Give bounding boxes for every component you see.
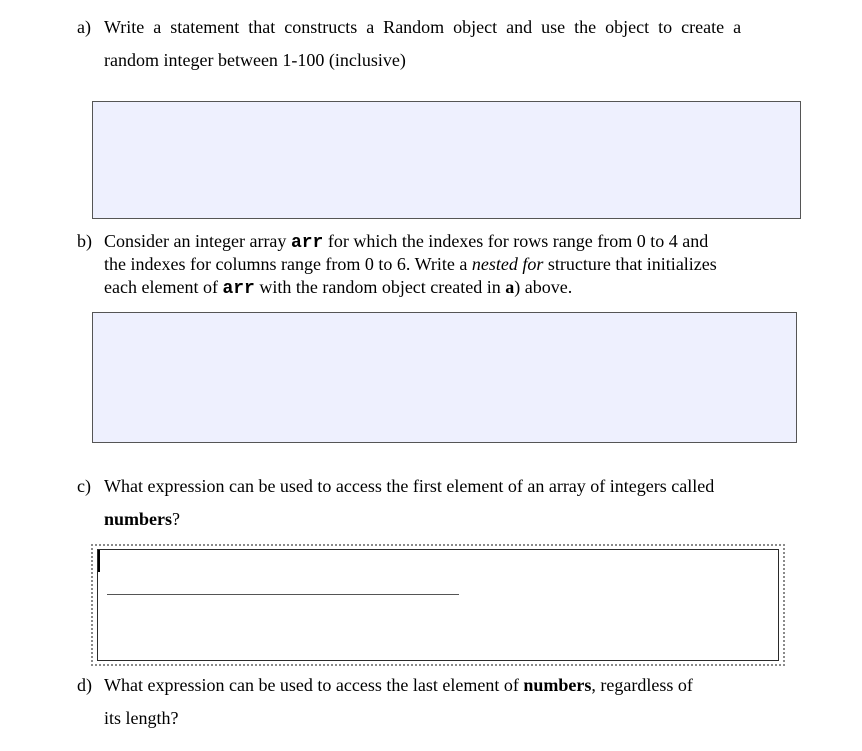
text-cursor (98, 550, 100, 572)
question-a-line2: random integer between 1-100 (inclusive) (104, 50, 406, 70)
question-b-line2-post: structure that initializes (543, 254, 717, 274)
answer-box-c[interactable] (97, 549, 779, 661)
answer-line-c[interactable] (107, 594, 459, 595)
answer-box-b[interactable] (92, 312, 797, 443)
question-b-line1 (104, 230, 708, 255)
question-b-line2 (104, 253, 717, 276)
question-b-label: b) (77, 231, 92, 251)
question-a-label: a) (77, 17, 91, 37)
question-b-line1-post: for which the indexes for rows range from 0 to 4 and (323, 231, 709, 251)
question-c-line2 (104, 508, 180, 531)
code-arr-2: arr (222, 279, 255, 299)
question-b-line3 (104, 276, 572, 301)
question-b-line3-pre: each element of (104, 277, 223, 297)
question-d-line1 (104, 674, 693, 697)
question-b-line1-pre: Consider an integer array (104, 231, 291, 251)
question-d-line2: its length? (104, 708, 179, 728)
nested-for-text: nested for (471, 254, 544, 274)
question-d-label: d) (77, 675, 92, 695)
code-arr: arr (290, 233, 324, 253)
question-b-line2-pre: the indexes for columns range from 0 to 6. Write a (104, 254, 472, 274)
answer-box-a[interactable] (92, 101, 801, 219)
question-a-line1: Write a statement that constructs a Random object and use the object to create a (104, 17, 742, 37)
question-c-line2-post: ? (172, 509, 181, 529)
question-c-label: c) (77, 476, 91, 496)
question-b-line3-mid: with the random object created in (254, 277, 506, 297)
question-d-line1-pre: What expression can be used to access the last element of (104, 675, 524, 695)
question-b-ref-a: a (505, 277, 515, 297)
question-d-line1-post: , regardless of (591, 675, 693, 695)
question-c-line1: What expression can be used to access the first element of an array of integers called (104, 476, 715, 496)
numbers-bold-2: numbers (523, 675, 592, 695)
question-b-line3-post: ) above. (514, 277, 573, 297)
numbers-bold: numbers (104, 509, 173, 529)
